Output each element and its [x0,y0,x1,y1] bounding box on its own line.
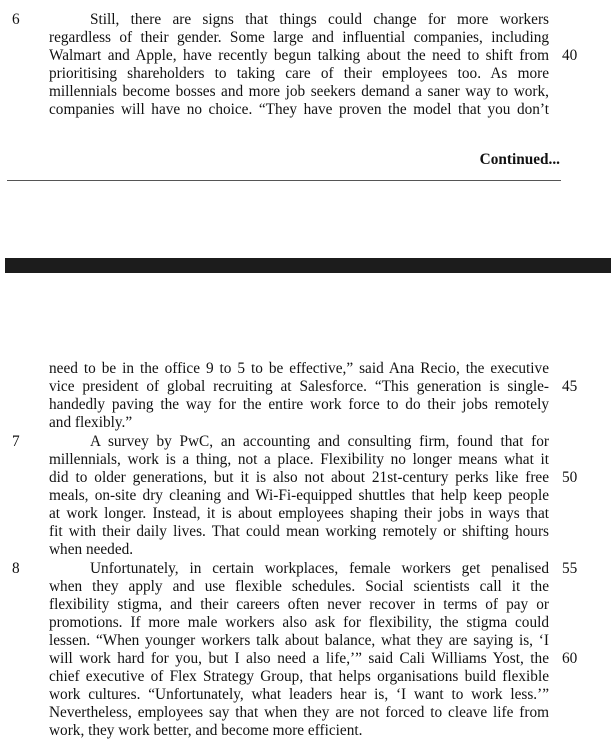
text-line: at work longer. Instead, it is about employees shaping their jobs in ways that [49,505,549,522]
text-line: when needed. [49,541,134,558]
text-line: Nevertheless, employees say that when they are not forced to cleave life from [49,704,549,721]
text-line: lessen. “When younger workers talk about balance, what they are saying is, ‘I [49,632,549,649]
text-line: Unfortunately, in certain workplaces, female workers get penalised [90,560,549,577]
paragraph-number-8: 8 [12,560,20,577]
text-line: companies will have no choice. “They have proven the model that you don’t [49,101,549,118]
text-line: flexibility stigma, and their careers often never recover in terms of pay or [49,596,549,613]
text-line: did to older generations, but it is also not about 21st-century perks like free [49,469,549,486]
text-line: when they apply and use flexible schedules. Social scientists call it the [49,578,549,595]
line-marker-40: 40 [562,47,578,64]
text-line: handedly paving the way for the entire work force to do their jobs remotely [49,396,549,413]
page-divider-rule [7,180,561,181]
text-line: need to be in the office 9 to 5 to be effective,” said Ana Recio, the executive [49,360,549,377]
text-line: will work hard for you, but I also need a life,’” said Cali Williams Yost, the [49,650,549,667]
text-line: regardless of their gender. Some large and influential companies, including [49,29,549,46]
paragraph-number-7: 7 [12,433,20,450]
text-line: promotions. If more male workers also ask for flexibility, the stigma could [49,614,549,631]
text-line: fit with their daily lives. That could mean working remotely or shifting hours [49,523,549,540]
page-break-bar [5,258,611,273]
text-line: work, they work better, and become more efficient. [49,722,363,739]
continued-label: Continued... [479,151,560,168]
line-marker-60: 60 [562,650,578,667]
text-line: chief executive of Flex Strategy Group, that helps organisations build flexible [49,668,549,685]
text-line: millennials, work is a thing, not a place. Flexibility no longer means what it [49,451,549,468]
text-line: A survey by PwC, an accounting and consulting firm, found that for [90,433,549,450]
text-line: Walmart and Apple, have recently begun talking about the need to shift from [49,47,549,64]
text-line: Still, there are signs that things could change for more workers [90,11,549,28]
paragraph-number-6: 6 [12,11,20,28]
text-line: prioritising shareholders to taking care of their employees too. As more [49,65,549,82]
line-marker-50: 50 [562,469,578,486]
line-marker-55: 55 [562,560,578,577]
text-line: meals, on-site dry cleaning and Wi-Fi-equipped shuttles that help keep people [49,487,549,504]
text-line: work cultures. “Unfortunately, what leaders hear is, ‘I want to work less.’” [49,686,549,703]
text-line: millennials become bosses and more job seekers demand a saner way to work, [49,83,549,100]
text-line: and flexibly.” [49,414,133,431]
text-line: vice president of global recruiting at Salesforce. “This generation is single- [49,378,549,395]
line-marker-45: 45 [562,378,578,395]
